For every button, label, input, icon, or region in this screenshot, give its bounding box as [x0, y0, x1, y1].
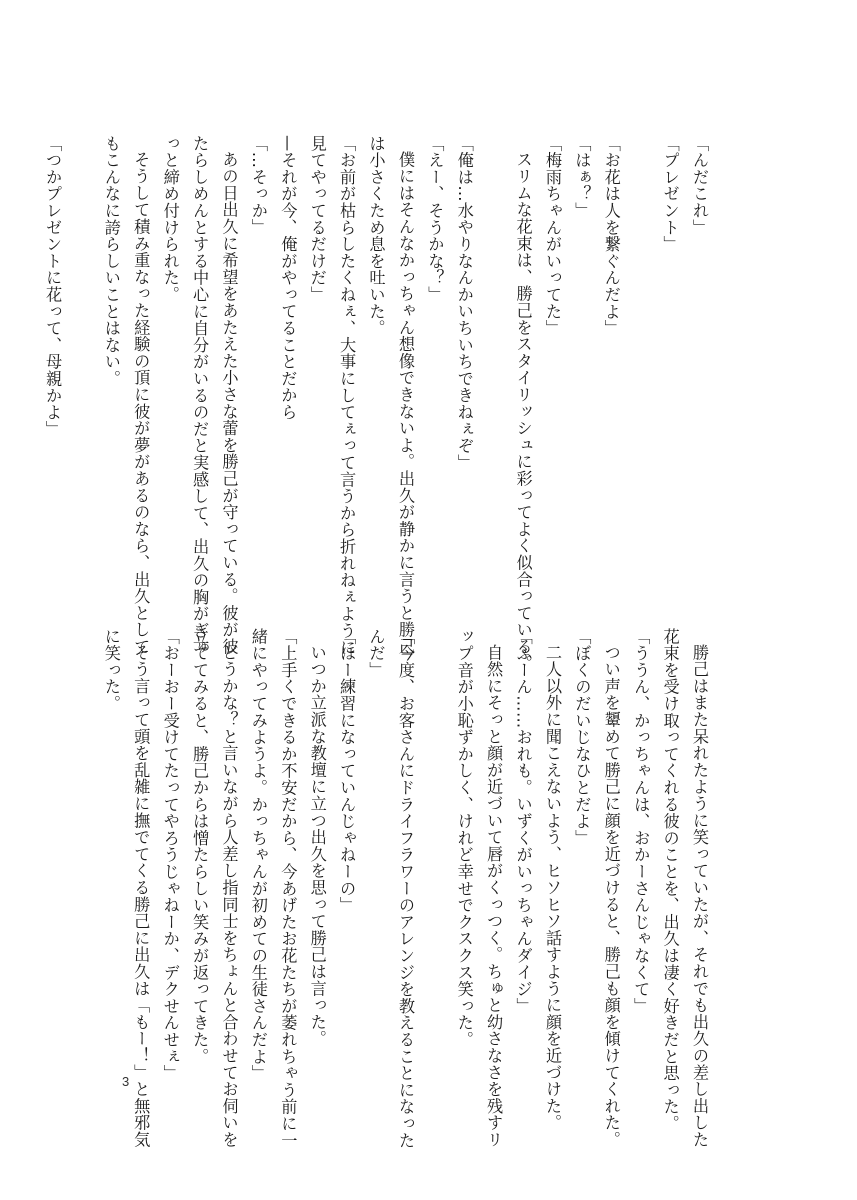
text-line: 「んだこれ」 [690, 135, 709, 236]
text-line: 「ふーん……おれも。いずくがいっちゃんダイジ」 [513, 628, 533, 1015]
text-line: 「お前が枯らしたくねぇ、大事にしてぇって言うから折れねぇように [337, 135, 357, 656]
text-line [67, 135, 96, 575]
text-line: 「プレゼント」 [660, 135, 680, 253]
text-line [420, 628, 449, 1068]
text-line: そうして積み重なった経験の頂に彼が夢があるのなら、出久として [131, 151, 151, 656]
text-line: 「おーおー受けてたってやろうじゃねーか、デクせんせぇ」 [160, 628, 180, 1082]
text-line: 「上手くできるか不安だから、今あげたお花たちが萎れちゃう前に一 [278, 628, 298, 1149]
text-line: 立ててみると、勝己からは憎たらしい笑みが返ってきた。 [190, 628, 210, 1065]
page-number: 3 [122, 1074, 130, 1089]
text-line: 「はぁ？」 [572, 135, 592, 219]
text-line: んだ」 [366, 628, 386, 679]
text-line: 「つかプレゼントに花って、母親かよ」 [43, 135, 63, 438]
text-line: 緒にやってみようよ。かっちゃんが初めての生徒さんだよ」 [248, 628, 268, 1082]
text-line: 見てやってるだけだ」 [307, 135, 327, 303]
text-line: 勝己はまた呆れたように笑っていたが、それでも出久の差し出した [690, 644, 709, 1149]
text-line: ップ音が小恥ずかしく、けれど幸せでクスクス笑った。 [454, 628, 474, 1048]
text-line: 二人以外に聞こえないよう、ヒソヒソ話すように顔を近づけた。 [542, 644, 562, 1132]
text-line [626, 135, 655, 575]
text-line: そう言って頭を乱雑に撫でてくる勝己に出久は「もー！」と無邪気 [131, 644, 151, 1149]
text-line: 「お花は人を繋ぐんだよ」 [601, 135, 621, 337]
text-line: に笑った。 [101, 628, 121, 712]
text-line: 「ぼくのだいじなひとだよ」 [572, 628, 592, 847]
text-line: は小さくため息を吐いた。 [366, 135, 386, 337]
text-line: たらしめんとする中心に自分がいるのだと実感して、出久の胸がぎゅ [190, 135, 210, 656]
bottom-text-block [101, 628, 714, 1149]
text-line: あの日出久に希望をあたえた小さな蕾を勝己が守っている。彼が彼 [219, 151, 239, 656]
text-line: 「今度、お客さんにドライフラワーのアレンジを教えることになった [395, 628, 415, 1149]
text-line: どうかな？と言いながら人差し指同士をちょんと合わせてお伺いを [219, 644, 239, 1149]
text-line [479, 135, 508, 575]
text-line: 僕にはそんなかっちゃん想像できないよ。出久が静かに言うと勝己 [395, 151, 415, 656]
text-line: 「俺は…水やりなんかいちいちできねぇぞ」 [454, 135, 474, 471]
text-line: 「ううん、かっちゃんは、おかーさんじゃなくて」 [631, 628, 651, 1015]
text-line: 「えー、そうかな？」 [425, 135, 445, 303]
text-line: もこんなに誇らしいことはない。 [101, 135, 121, 387]
text-line: つい声を顰めて勝己に顔を近づけると、勝己も顔を傾けてくれた。 [601, 644, 621, 1149]
text-line: っと締め付けられた。 [160, 135, 180, 303]
text-line: スリムな花束は、勝己をスタイリッシュに彩ってよく似合っている。 [513, 151, 533, 672]
text-line: 花束を受け取ってくれる彼のことを、出久は凄く好きだと思った。 [660, 628, 680, 1132]
text-line: —それが今、俺がやってることだから [278, 135, 298, 421]
text-line: いつか立派な教壇に立つ出久を思って勝己は言った。 [307, 644, 327, 1048]
text-line: 「ほー練習になっていんじゃねーの」 [337, 628, 357, 914]
text-line: 自然にそっと顔が近づいて唇がくっつく。ちゅと幼さなさを残すリ [484, 644, 504, 1149]
text-line: 「…そっか」 [248, 135, 268, 236]
text-line: 「梅雨ちゃんがいってた」 [542, 135, 562, 337]
